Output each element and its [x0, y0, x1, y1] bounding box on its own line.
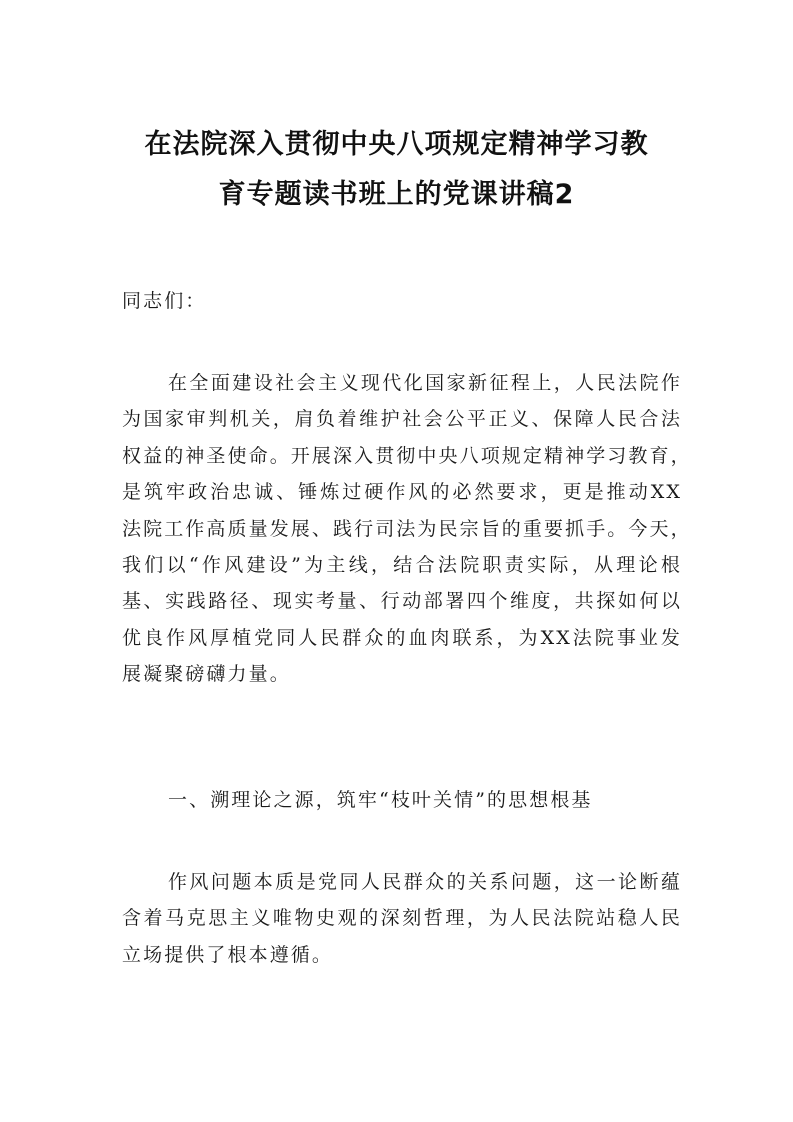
paragraph-section-1	[122, 864, 682, 973]
paragraph-line: 法院工作高质量发展、践行司法为民宗旨的重要抓手。今天，	[122, 517, 692, 540]
paragraph-line: 展凝聚磅礴力量。	[122, 663, 291, 686]
section-heading-1	[122, 782, 682, 818]
paragraph-line: 是筑牢政治忠诚、锤炼过硬作风的必然要求，更是推动XX	[122, 481, 682, 504]
paragraph-line: 为国家审判机关，肩负着维护社会公平正义、保障人民合法	[122, 408, 682, 431]
paragraph-line: 作风问题本质是党同人民群众的关系问题，这一论断蕴	[168, 871, 682, 893]
section-heading-text: 一、溯理论之源，筑牢“枝叶关情”的思想根基	[168, 789, 593, 811]
title-line-2: 育专题读书班上的党课讲稿2	[218, 179, 575, 210]
paragraph-line: 含着马克思主义唯物史观的深刻哲理，为人民法院站稳人民	[122, 907, 682, 930]
paragraph-line: 我们以“作风建设”为主线，结合法院职责实际，从理论根	[122, 554, 682, 577]
paragraph-line: 权益的神圣使命。开展深入贯彻中央八项规定精神学习教育，	[122, 444, 692, 467]
paragraph-line: 立场提供了根本遵循。	[122, 943, 334, 966]
salutation-text: 同志们：	[122, 290, 207, 312]
paragraph-line: 优良作风厚植党同人民群众的血肉联系，为XX法院事业发	[122, 626, 682, 649]
paragraph-line: 在全面建设社会主义现代化国家新征程上，人民法院作	[168, 372, 682, 394]
title-line-1: 在法院深入贯彻中央八项规定精神学习教	[144, 129, 649, 160]
document-title	[110, 120, 683, 220]
paragraph-line: 基、实践路径、现实考量、行动部署四个维度，共探如何以	[122, 590, 682, 613]
salutation	[122, 283, 682, 319]
paragraph-intro	[122, 365, 692, 693]
